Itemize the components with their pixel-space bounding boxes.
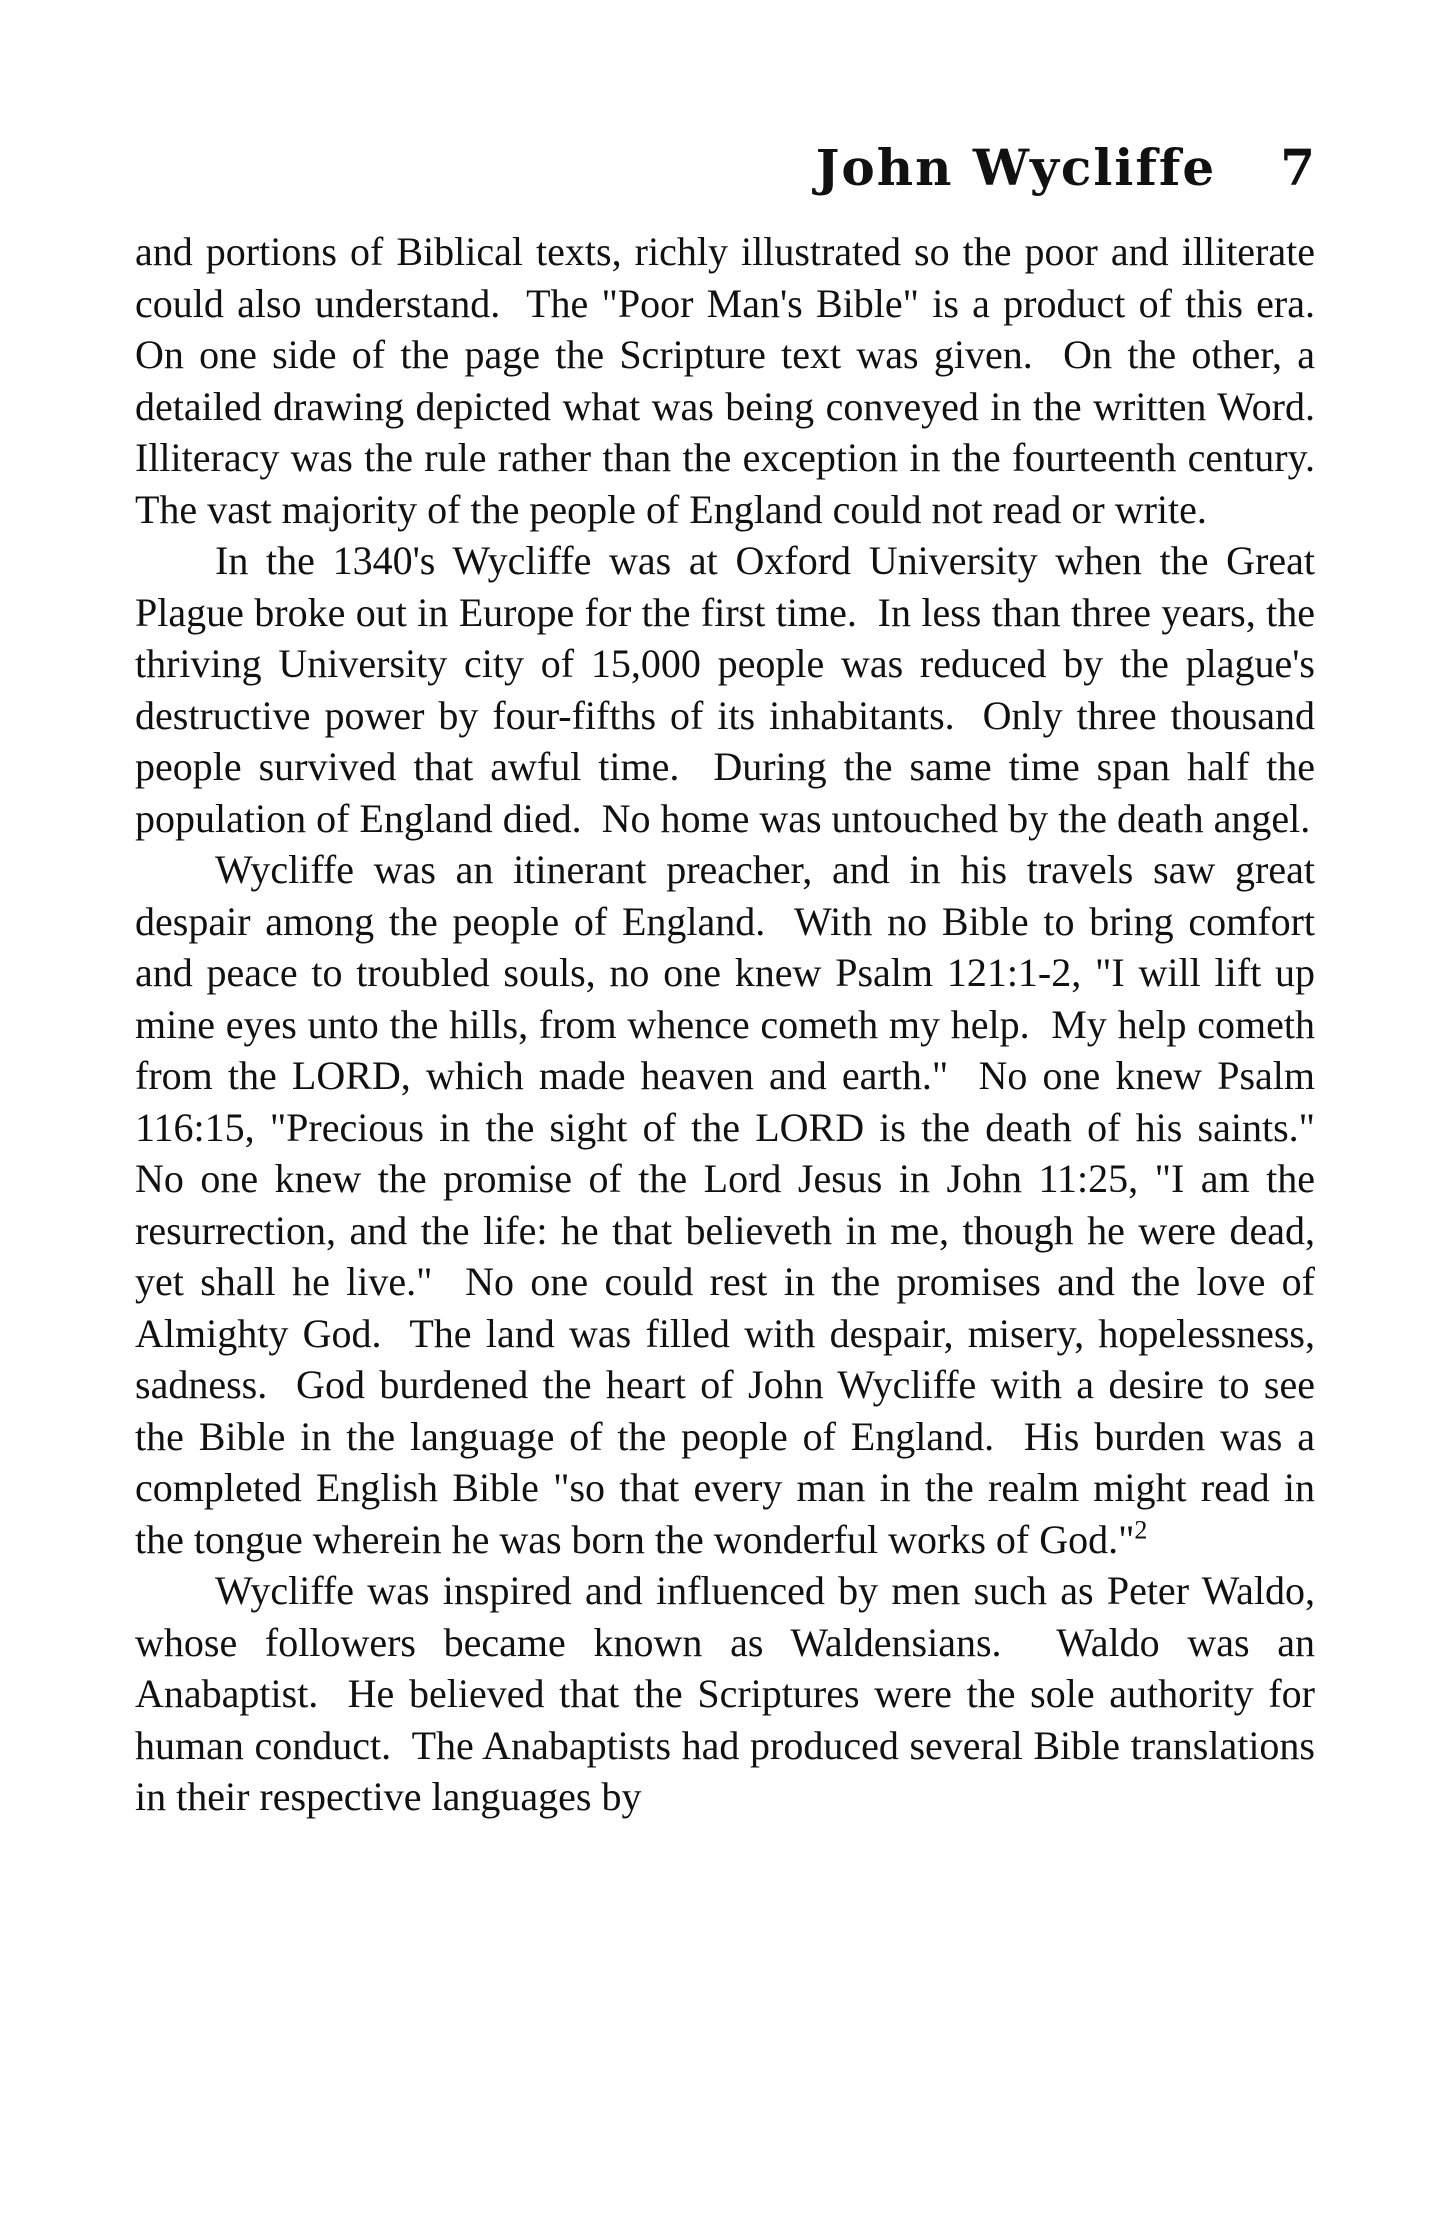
- running-head: [135, 138, 1315, 197]
- paragraph-text: and portions of Biblical texts, richly illustrated so the poor and illiterate could also understand. The "Poor Man's Bible" is a product of this era. On one side of the page the Scripture text was given. On the other, a detailed drawing depicted what was being conveyed in the written Word. Illiteracy was the rule rather than the exception in the fourteenth century. The vast majority of the people of England could not read or write.: [135, 229, 1335, 532]
- paragraph: [135, 1565, 1325, 1823]
- page-body: [135, 226, 1335, 1823]
- paragraph: [135, 226, 1335, 535]
- paragraph: [135, 535, 1325, 844]
- paragraph-text: Wycliffe was inspired and influenced by men such as Peter Waldo, whose followers became known as Waldensians. Waldo was an Anabaptist. He believed that the Scriptures were the sole authority for human conduct. The Anabaptists had produced several Bible translations in their respective languages by: [135, 1568, 1325, 1819]
- running-head-title: John Wycliffe: [815, 138, 1217, 197]
- footnote-marker: 2: [1134, 1515, 1148, 1545]
- paragraph: [135, 844, 1335, 1565]
- page-number: 7: [1280, 138, 1315, 197]
- paragraph-text: Wycliffe was an itinerant preacher, and in his travels saw great despair among the people of England. With no Bible to bring comfort and peace to troubled souls, no one knew Psalm 121:1-2, "I will lift up mine eyes unto the hills, from whence cometh my help. My help cometh from the LORD, which made heaven and earth." No one knew Psalm 116:15, "Precious in the sight of the LORD is the death of his saints." No one knew the promise of the Lord Jesus in John 11:25, "I am the resurrection, and the life: he that believeth in me, though he were dead, yet shall he live." No one could rest in the promises and the love of Almighty God. The land was filled with despair, misery, hopelessness, sadness. God burdened the heart of John Wycliffe with a desire to see the Bible in the language of the people of England. His burden was a completed English Bible "so that every man in the realm might read in the tongue wherein he was born the wonderful works of God.": [135, 847, 1335, 1562]
- paragraph-text: In the 1340's Wycliffe was at Oxford University when the Great Plague broke out in Europe for the first time. In less than three years, the thriving University city of 15,000 people was reduced by the plague's destructive power by four-fifths of its inhabitants. Only three thousand people survived that awful time. During the same time span half the population of England died. No home was untouched by the death angel.: [135, 538, 1325, 841]
